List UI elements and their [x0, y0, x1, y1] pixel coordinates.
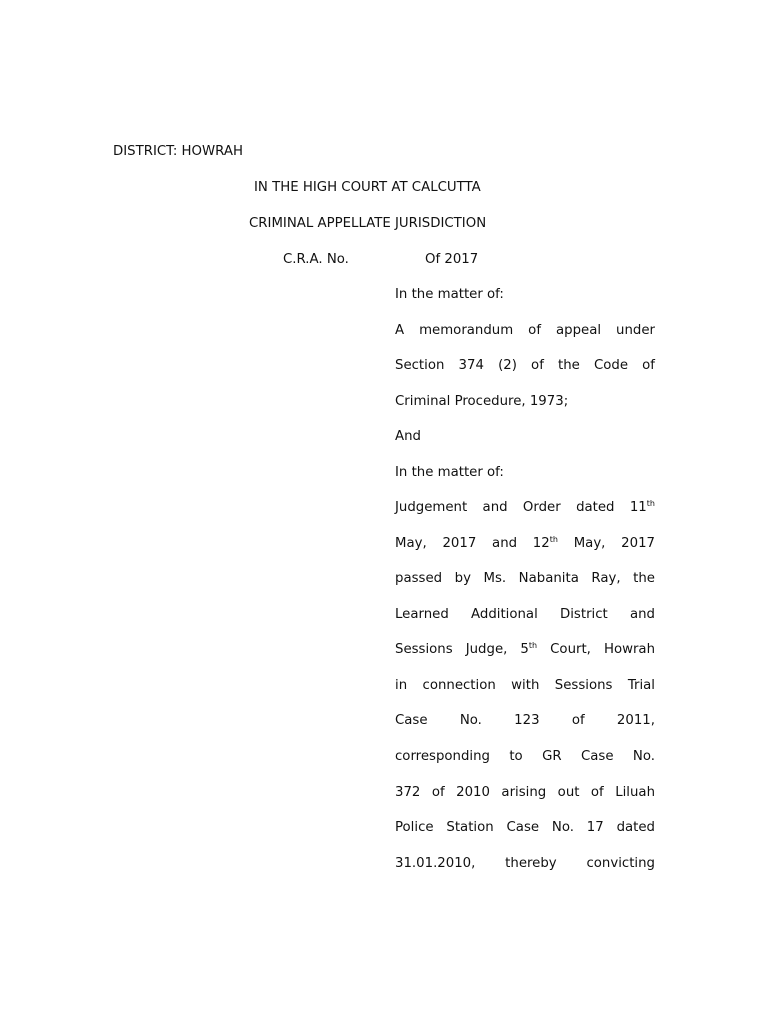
- matter-line: Case No. 123 of 2011,: [395, 713, 655, 728]
- matter-line: passed by Ms. Nabanita Ray, the: [395, 571, 655, 586]
- district-heading: DISTRICT: HOWRAH: [113, 144, 243, 159]
- superscript: th: [549, 535, 558, 544]
- matter-line: Section 374 (2) of the Code of: [395, 358, 655, 373]
- matter-line: Judgement and Order dated 11th: [395, 499, 655, 515]
- court-heading: IN THE HIGH COURT AT CALCUTTA: [254, 180, 481, 195]
- superscript: th: [528, 641, 538, 650]
- matter-line: A memorandum of appeal under: [395, 323, 655, 338]
- case-number-label: C.R.A. No.: [283, 252, 349, 267]
- matter-line: corresponding to GR Case No.: [395, 749, 655, 764]
- matter-line: In the matter of:: [395, 287, 504, 302]
- matter-line: May, 2017 and 12th May, 2017: [395, 535, 655, 551]
- matter-line: 372 of 2010 arising out of Liluah: [395, 785, 655, 800]
- matter-line: And: [395, 429, 421, 444]
- matter-line: Criminal Procedure, 1973;: [395, 394, 569, 409]
- matter-line: In the matter of:: [395, 465, 504, 480]
- matter-line: in connection with Sessions Trial: [395, 678, 655, 693]
- matter-line: Learned Additional District and: [395, 607, 655, 622]
- case-year-label: Of 2017: [425, 252, 479, 267]
- matter-line: Sessions Judge, 5th Court, Howrah: [395, 641, 656, 657]
- matter-line: Police Station Case No. 17 dated: [395, 820, 655, 835]
- matter-line: 31.01.2010, thereby convicting: [395, 856, 655, 871]
- jurisdiction-heading: CRIMINAL APPELLATE JURISDICTION: [249, 216, 487, 231]
- superscript: th: [646, 499, 655, 508]
